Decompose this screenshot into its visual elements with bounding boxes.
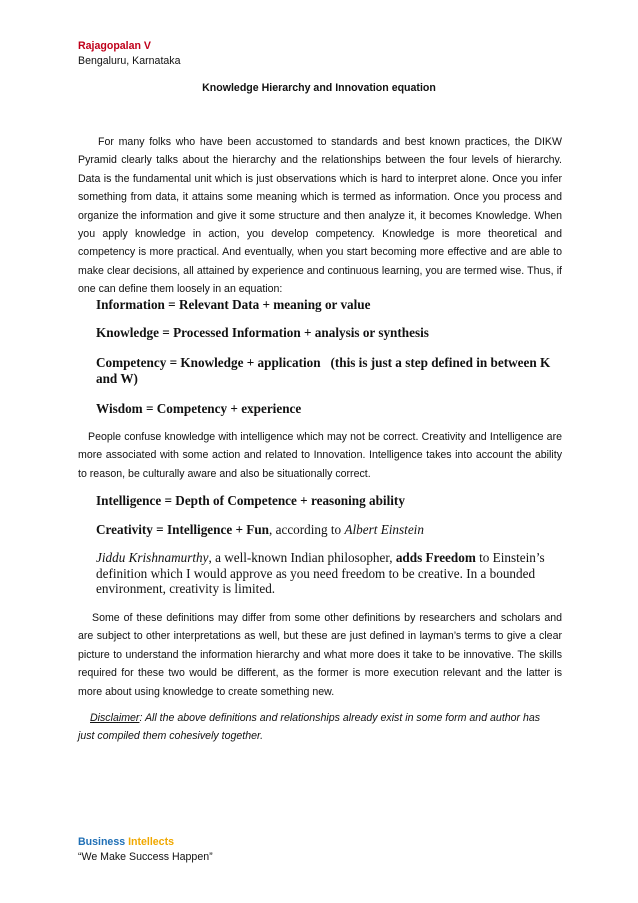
equation-information: Information = Relevant Data + meaning or value: [96, 297, 371, 312]
equation-creativity: [96, 522, 556, 538]
document-footer: [78, 835, 213, 865]
equation-intelligence: Intelligence = Depth of Competence + reasoning ability: [96, 493, 405, 508]
creativity-formula: Creativity = Intelligence + Fun: [96, 522, 270, 537]
brand-intellects: Intellects: [128, 836, 174, 848]
footer-brand: [78, 835, 213, 850]
equation-competency: [96, 355, 556, 386]
jiddu-name: Jiddu Krishnamurthy: [96, 550, 209, 565]
disclaimer-colon: :: [139, 712, 145, 724]
disclaimer-text: All the above definitions and relationships already exist in some form and author has just compiled them cohesively together.: [78, 712, 541, 743]
intro-paragraph: For many folks who have been accustomed to standards and best known practices, the DIKW Pyramid clearly talks about the hierarchy and the relationships between the four levels of hierarchy. Data is the fundamental unit which is just observations which is hard to interpret alone. Once you infer something from data, it attains some meaning which is termed as information. Once you process and organize the information and give it some structure and then analyze it, it becomes Knowledge. When you apply knowledge in action, you develop competency. Knowledge is more theoretical and competency is more practical. And eventually, when you start becoming more effective and are able to make clear decisions, all attained by experience and continuous learning, you are termed wise. Thus, if one can define them loosely in an equation:: [78, 136, 562, 296]
creativity-attribution-name: Albert Einstein: [344, 522, 424, 537]
equation-knowledge: Knowledge = Processed Information + analysis or synthesis: [96, 325, 429, 340]
jiddu-text-2: to Einstein’s definition which I would approve as you need freedom to be creative. In a bounded environment, creativity is limited.: [96, 550, 545, 596]
jiddu-bold: adds Freedom: [395, 550, 476, 565]
disclaimer: [78, 709, 558, 746]
creativity-attribution-prefix: , according to: [269, 522, 345, 537]
competency-formula: Competency = Knowledge + application: [96, 355, 321, 370]
competency-note: (this is just a step defined in between K and W): [96, 355, 551, 386]
footer-tagline: “We Make Success Happen”: [78, 851, 213, 863]
equation-wisdom: Wisdom = Competency + experience: [96, 401, 302, 416]
closing-paragraph: Some of these definitions may differ from some other definitions by researchers and scholars and are subject to other interpretations as well, but these are just defined in layman’s terms to give a clear picture to understand the information hierarchy and what more does it take to be innovative. The skills required for these two would be different, as the former is more execution relevant and the latter is more about using knowledge to create something new.: [78, 612, 562, 698]
intelligence-paragraph: People confuse knowledge with intelligence which may not be correct. Creativity and Intelligence are more associated with some action and related to Innovation. Intelligence takes into account the ability to reason, be culturally aware and also be situationally correct.: [78, 431, 562, 480]
document-title: Knowledge Hierarchy and Innovation equation: [202, 82, 436, 94]
document-header: [78, 39, 180, 69]
brand-business: Business: [78, 836, 126, 848]
author-location: Bengaluru, Karnataka: [78, 55, 181, 67]
jiddu-statement: [96, 550, 554, 597]
disclaimer-label: Disclaimer: [90, 712, 140, 724]
jiddu-text-1: , a well-known Indian philosopher,: [208, 550, 396, 565]
author-name: Rajagopalan V: [78, 40, 151, 52]
